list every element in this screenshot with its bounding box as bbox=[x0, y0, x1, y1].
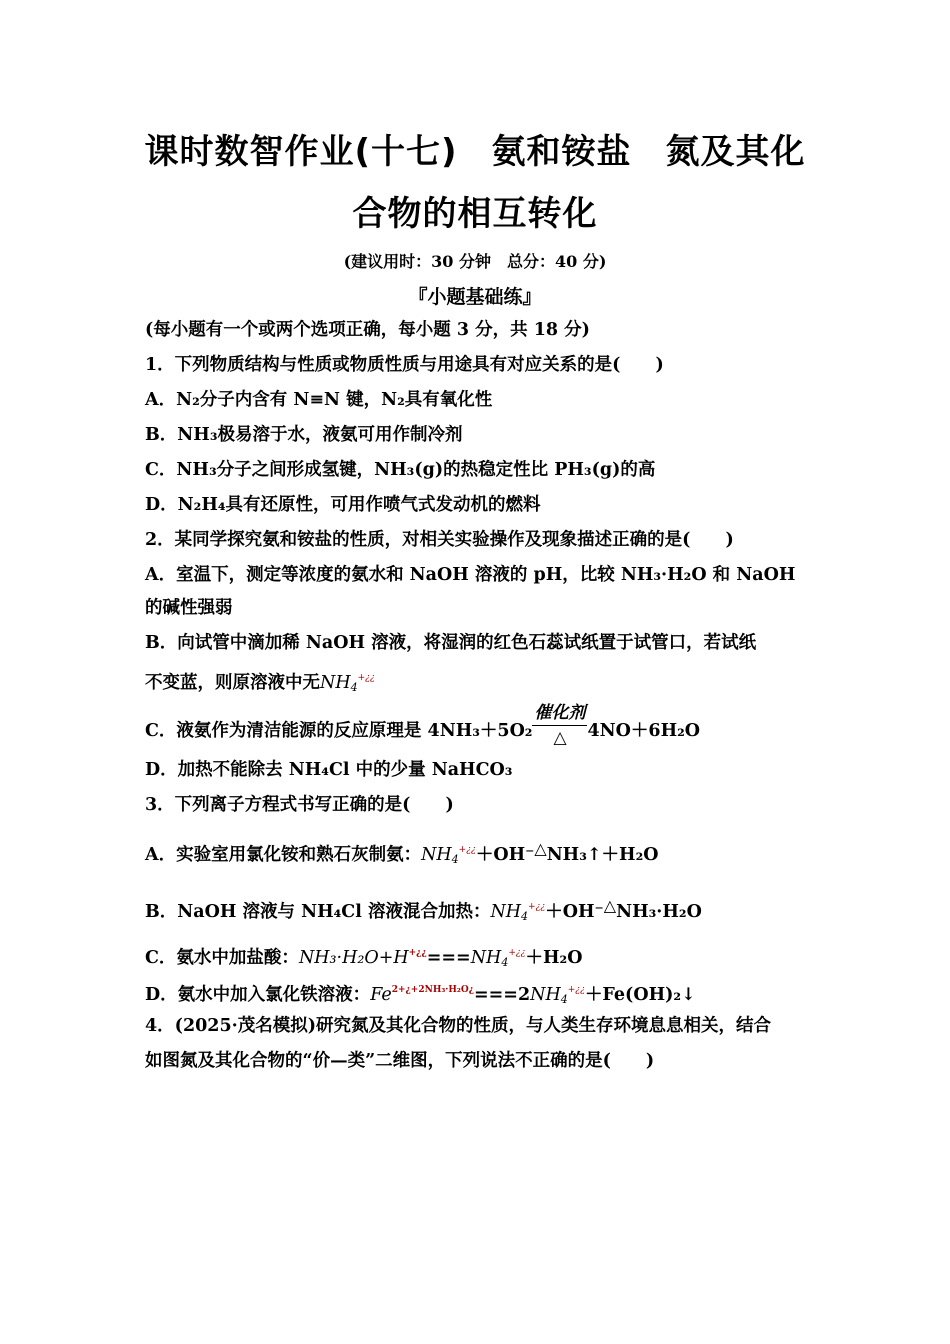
question-1-stem: 1．下列物质结构与性质或物质性质与用途具有对应关系的是( ) bbox=[145, 355, 664, 375]
ammonium-ion: $NH_4^{+¿¿}$ bbox=[320, 673, 375, 694]
question-3-option-b: B．NaOH 溶液与 NH₄Cl 溶液混合加热：$NH_4^{+¿¿}+OH^-\triangle NH_3\cdot H_2O$ bbox=[145, 896, 702, 923]
time-score-info: (建议用时：30 分钟 总分：40 分) bbox=[343, 252, 607, 271]
heat-symbol: △ bbox=[534, 839, 547, 858]
question-2-option-c: C．液氨作为清洁能源的反应原理是 4NH₃＋5O₂ $\frac{\text{催化剂}}{\triangle}$ 4NO＋6H₂O bbox=[145, 703, 701, 748]
question-3-stem: 3．下列离子方程式书写正确的是( ) bbox=[145, 795, 454, 815]
reaction-condition: $\frac{\text{催化剂}}{\triangle}$ bbox=[534, 703, 586, 748]
question-2-option-b-line2: 不变蓝，则原溶液中无$NH_4^{+¿¿}$ bbox=[145, 673, 375, 694]
question-1-option-a: A．N₂分子内含有 N≡N 键，N₂具有氧化性 bbox=[145, 390, 493, 410]
question-1-option-d: D．N₂H₄具有还原性，可用作喷气式发动机的燃料 bbox=[145, 495, 541, 515]
question-2-stem: 2．某同学探究氨和铵盐的性质，对相关实验操作及现象描述正确的是( ) bbox=[145, 530, 734, 550]
question-4-stem-line2: 如图氮及其化合物的“价—类”二维图，下列说法不正确的是( ) bbox=[145, 1051, 655, 1071]
question-4-stem-line1: 4．(2025·茂名模拟)研究氮及其化合物的性质，与人类生存环境息息相关，结合 bbox=[145, 1016, 772, 1036]
question-2-option-a-line2: 的碱性强弱 bbox=[145, 598, 233, 618]
question-3-option-d: D．氨水中加入氯化铁溶液：$Fe^{2+¿+2NH_3\cdot H_2O¿}===2NH_4^{+¿¿}+Fe(OH)_2↓$ bbox=[145, 985, 696, 1006]
heat-symbol: △ bbox=[603, 896, 617, 915]
section-heading: 『小题基础练』 bbox=[408, 286, 542, 308]
question-1-option-c: C．NH₃分子之间形成氢键，NH₃(g)的热稳定性比 PH₃(g)的高 bbox=[145, 460, 656, 480]
question-2-option-d: D．加热不能除去 NH₄Cl 中的少量 NaHCO₃ bbox=[145, 760, 513, 780]
page-title-line2: 合物的相互转化 bbox=[352, 194, 598, 234]
page-title-line1: 课时数智作业(十七) 氨和铵盐 氮及其化 bbox=[144, 132, 806, 172]
question-2-option-b-line1: B．向试管中滴加稀 NaOH 溶液，将湿润的红色石蕊试纸置于试管口，若试纸 bbox=[145, 633, 757, 653]
question-2-option-a-line1: A．室温下，测定等浓度的氨水和 NaOH 溶液的 pH，比较 NH₃·H₂O 和 NaOH bbox=[145, 565, 796, 585]
instructions: (每小题有一个或两个选项正确，每小题 3 分，共 18 分) bbox=[145, 320, 590, 340]
question-3-option-c: C．氨水中加盐酸：$NH_3\cdot H_2O+H^{+¿¿}===NH_4^{+¿¿}+H_2O$ bbox=[145, 948, 583, 969]
question-3-option-a: A．实验室用氯化铵和熟石灰制氨：$NH_4^{+¿¿}+OH^-\triangle NH_3↑+H_2O$ bbox=[145, 839, 659, 866]
question-1-option-b: B．NH₃极易溶于水，液氨可用作制冷剂 bbox=[145, 425, 463, 445]
